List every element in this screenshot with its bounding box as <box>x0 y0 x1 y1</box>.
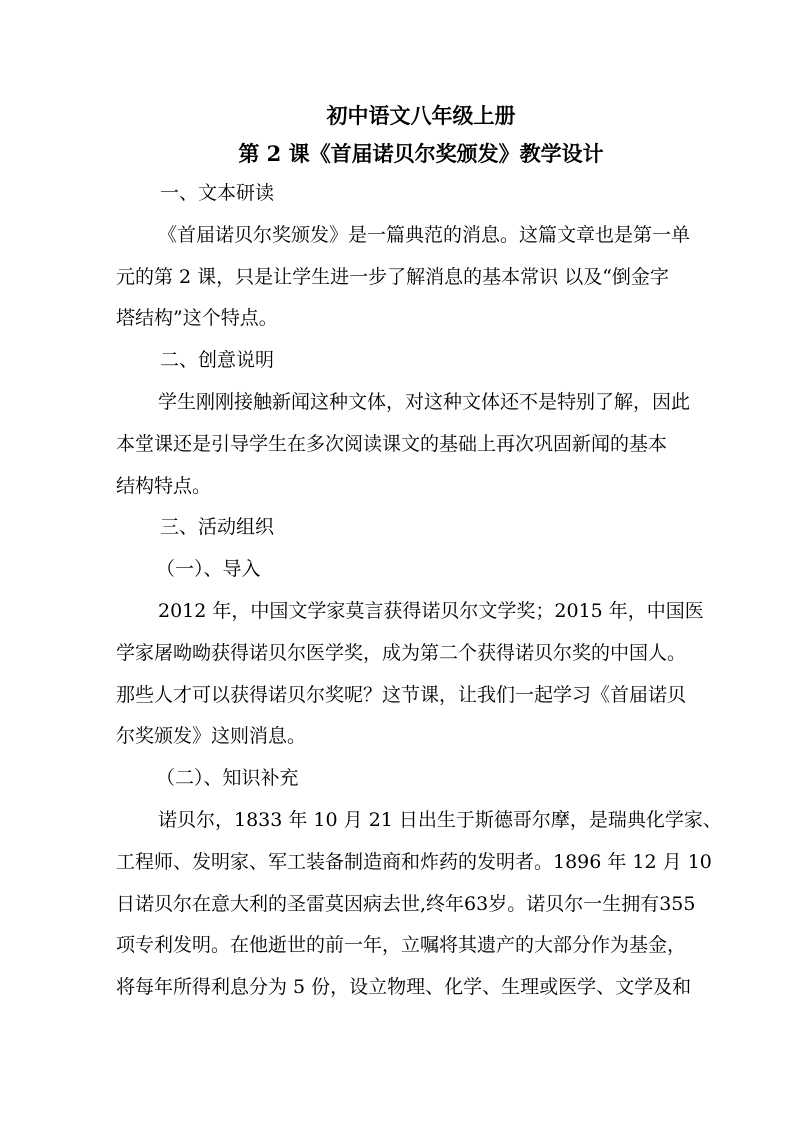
paragraph-line: 日诺贝尔在意大利的圣雷莫因病去世,终年63岁。诺贝尔一生拥有355 <box>116 892 696 915</box>
document-title-line2: 第 2 课《首届诺贝尔奖颁发》教学设计 <box>238 141 604 166</box>
paragraph-line: 元的第 2 课，只是让学生进一步了解消息的基本常识 以及“倒金字 <box>116 265 669 288</box>
subsection-heading-knowledge: （二）、知识补充 <box>156 767 299 790</box>
subsection-heading-intro: （一）、导入 <box>156 558 261 581</box>
section-heading-activities: 三、活动组织 <box>160 516 275 539</box>
document-title-line1: 初中语文八年级上册 <box>326 103 516 128</box>
document-page <box>116 100 722 1009</box>
paragraph-line: 《首届诺贝尔奖颁发》是一篇典范的消息。这篇文章也是第一单 <box>158 223 691 246</box>
paragraph-line: 将每年所得利息分为 5 份，设立物理、化学、生理或医学、文学及和 <box>116 976 692 999</box>
paragraph-line: 诺贝尔，1833 年 10 月 21 日出生于斯德哥尔摩，是瑞典化学家、 <box>158 808 722 831</box>
paragraph-line: 本堂课还是引导学生在多次阅读课文的基础上再次巩固新闻的基本 <box>116 432 668 455</box>
paragraph-line: 学家屠呦呦获得诺贝尔医学奖，成为第二个获得诺贝尔奖的中国人。 <box>116 641 687 664</box>
paragraph-line: 那些人才可以获得诺贝尔奖呢？这节课，让我们一起学习《首届诺贝 <box>116 683 687 706</box>
document-body <box>116 173 722 1009</box>
paragraph-line: 学生刚刚接触新闻这种文体，对这种文体还不是特别了解，因此 <box>158 390 691 413</box>
section-heading-creative-notes: 二、创意说明 <box>160 349 275 372</box>
section-heading-text-study: 一、文本研读 <box>160 182 275 204</box>
paragraph-line: 尔奖颁发》这则消息。 <box>116 725 307 748</box>
paragraph-line: 2012 年，中国文学家莫言获得诺贝尔文学奖；2015 年，中国医 <box>158 599 704 622</box>
paragraph-line: 项专利发明。在他逝世的前一年，立嘱将其遗产的大部分作为基金， <box>116 934 687 957</box>
paragraph-line: 塔结构”这个特点。 <box>116 307 278 330</box>
paragraph-line: 结构特点。 <box>116 474 212 497</box>
paragraph-line: 工程师、发明家、军工装备制造商和炸药的发明者。1896 年 12 月 10 <box>116 850 712 873</box>
